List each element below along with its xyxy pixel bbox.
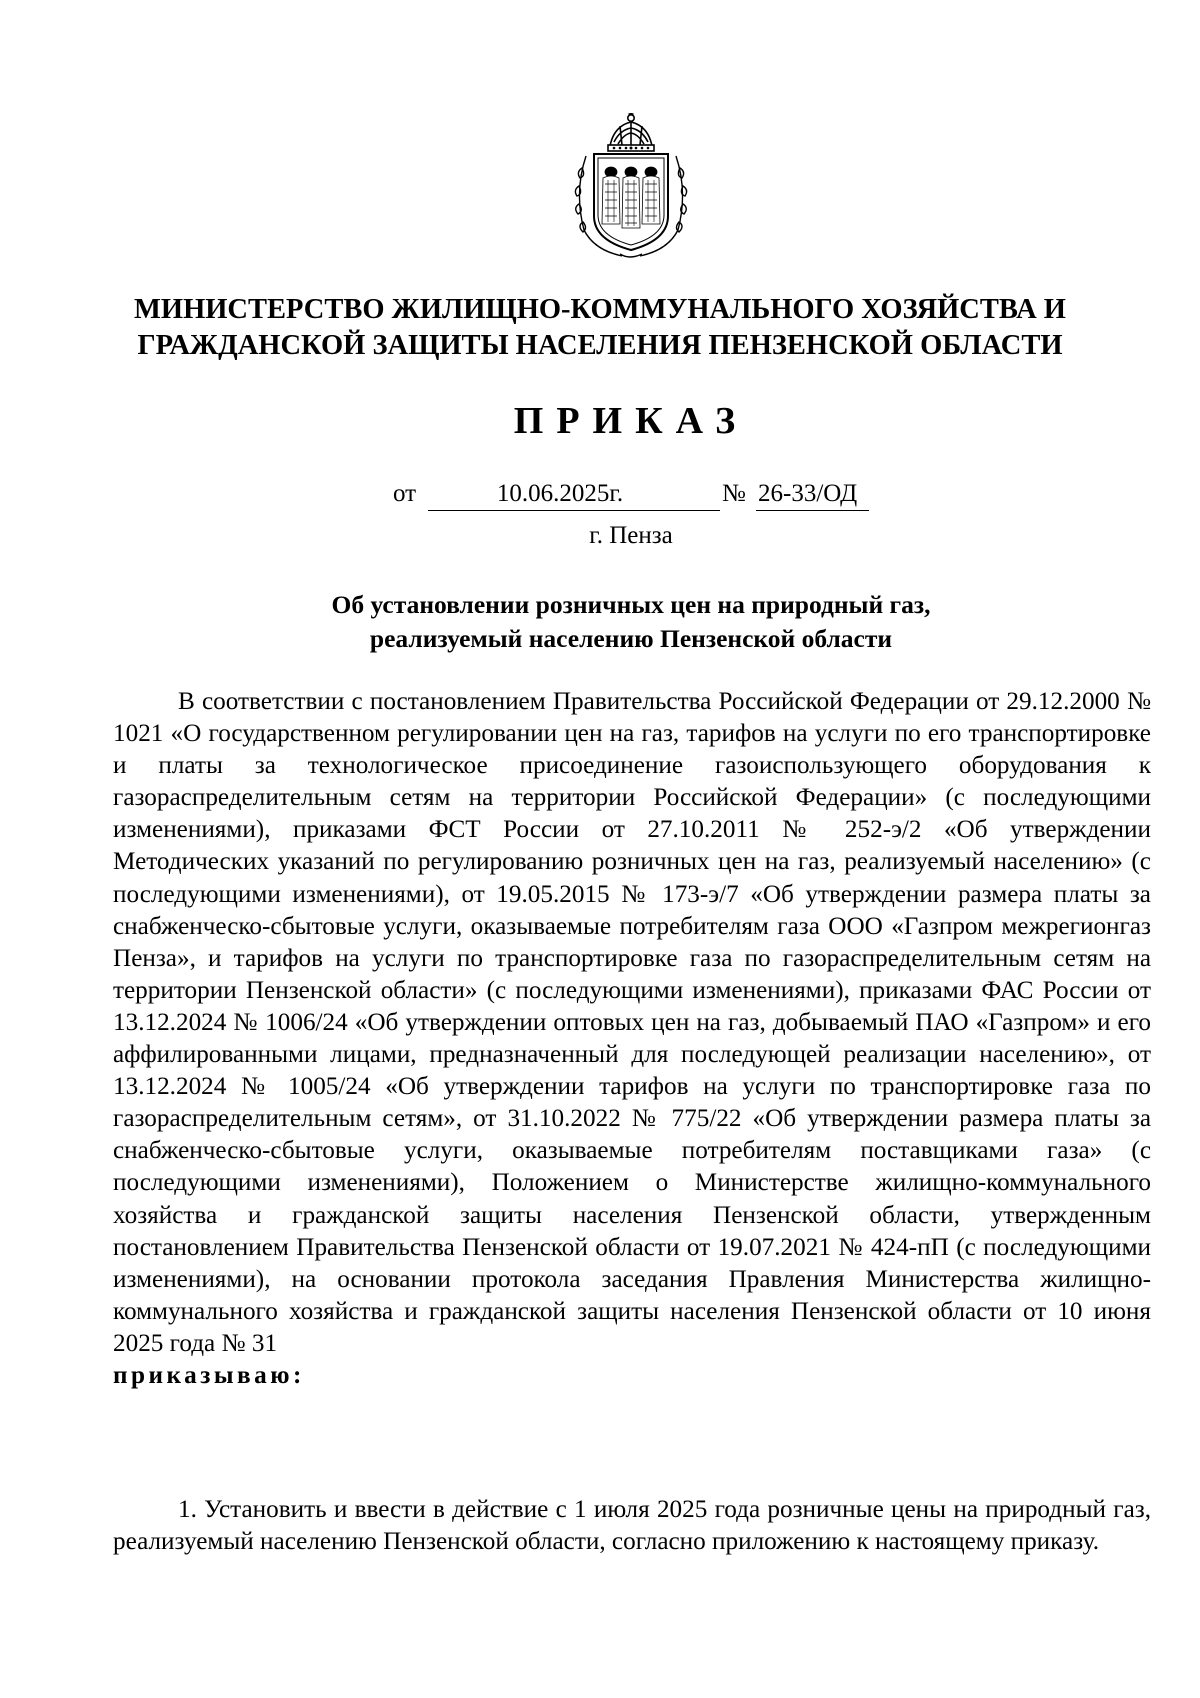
document-subject [0, 588, 1200, 656]
date-field [428, 478, 720, 511]
date-prefix: от [393, 480, 417, 507]
ministry-name-line1: МИНИСТЕРСТВО ЖИЛИЩНО-КОММУНАЛЬНОГО ХОЗЯЙСТВА И [134, 294, 1066, 325]
order-word: приказываю: [113, 1361, 305, 1389]
subject-line2: реализуемый населению Пензенской области [369, 624, 893, 653]
city-name: г. Пенза [589, 522, 673, 549]
number-field [756, 478, 869, 511]
order-item-1-block [113, 1494, 1151, 1558]
order-item-1: 1. Установить и ввести в действие с 1 июля 2025 года розничные цены на природный газ, реализуемый населению Пензенской области, согласно приложению к настоящему приказу. [113, 1496, 1151, 1556]
ministry-name [100, 292, 1100, 364]
ministry-name-line2: ГРАЖДАНСКОЙ ЗАЩИТЫ НАСЕЛЕНИЯ ПЕНЗЕНСКОЙ ОБЛАСТИ [137, 330, 1063, 361]
preamble-text: В соответствии с постановлением Правительства Российской Федерации от 29.12.2000 № 1021 «О государственном регулировании цен на газ, тарифов на услуги по его транспортировке и платы за технологическое присоединение газоиспользующего оборудования к газораспределительным сетям на территории Российской Федерации» (с последующими изменениями), приказами ФСТ России от 27.10.2011 № 252-э/2 «Об утверждении Методических указаний по регулированию розничных цен на газ, реализуемый населению» (с последующими изменениями), от 19.05.2015 № 173-э/7 «Об утверждении размера платы за снабженческо-сбытовые услуги, оказываемые потребителям газа ООО «Газпром межрегионгаз Пенза», и тарифов на услуги по транспортировке газа по газораспределительным сетям на территории Пензенской области» (с последующими изменениями), приказами ФАС России от 13.12.2024 № 1006/24 «Об утверждении оптовых цен на газ, добываемый ПАО «Газпром» и его аффилированными лицами, предназначенный для последующей реализации населению», от 13.12.2024 № 1005/24 «Об утверждении тарифов на услуги по транспортировке газа по газораспределительным сетям», от 31.10.2022 № 775/22 «Об утверждении размера платы за снабженческо-сбытовые услуги, оказываемые потребителям поставщиками газа» (с последующими изменениями), Положением о Министерстве жилищно-коммунального хозяйства и гражданской защиты населения Пензенской области, утвержденным постановлением Правительства Пензенской области от 19.07.2021 № 424-пП (с последующими изменениями), на основании протокола заседания Правления Министерства жилищно-коммунального хозяйства и гражданской защиты населения Пензенской области от 10 июня 2025 года № 31 [113, 688, 1151, 1357]
subject-line1: Об установлении розничных цен на природный газ, [331, 590, 931, 619]
number-prefix: № [722, 480, 746, 507]
document-type-title: ПРИКАЗ [513, 400, 749, 442]
document-number: 26-33/ОД [758, 480, 858, 507]
date-number-row [0, 478, 1200, 514]
preamble-paragraph [113, 686, 1151, 1392]
preamble-block [113, 686, 1151, 1392]
document-date: 10.06.2025г. [496, 480, 624, 507]
coat-of-arms-emblem [570, 112, 692, 260]
